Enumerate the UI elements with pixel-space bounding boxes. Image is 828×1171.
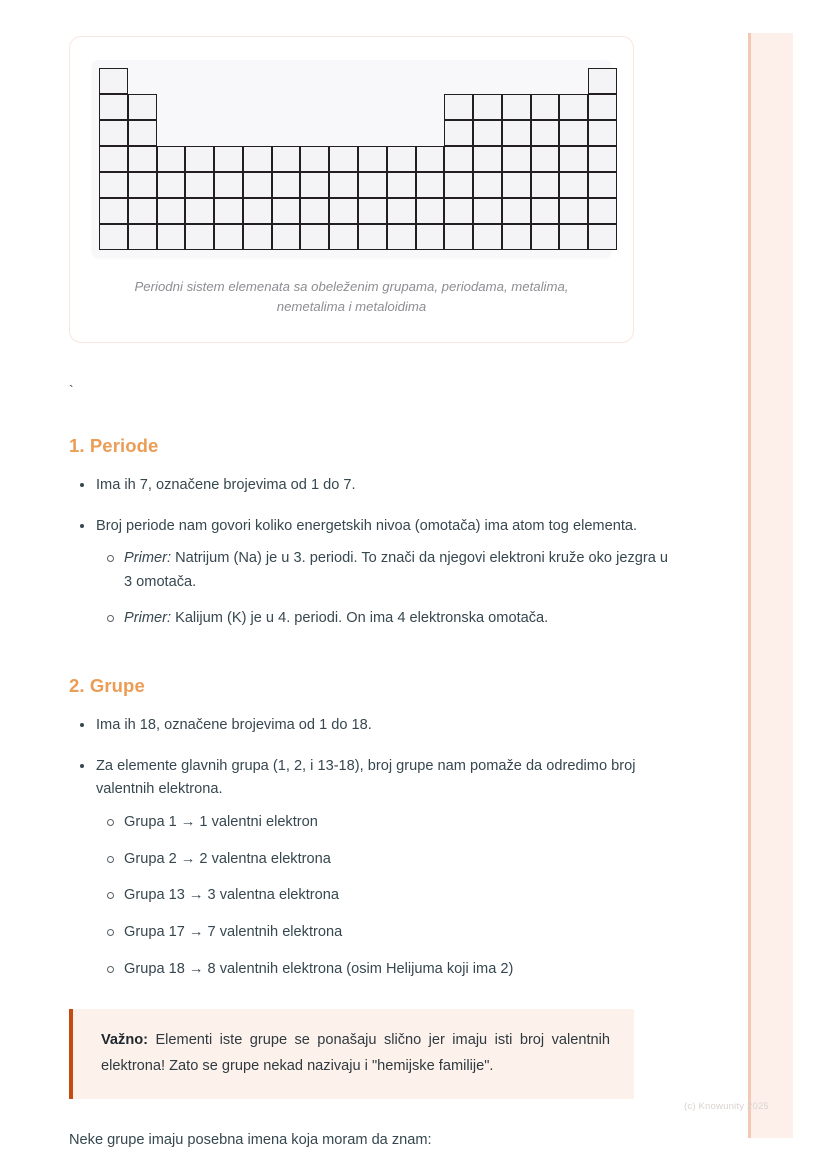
periodic-table-cell (272, 198, 301, 224)
periodic-table-frame (92, 60, 611, 257)
periodic-table-cell (559, 120, 588, 146)
periodic-table-cell (214, 146, 243, 172)
periodic-table-cell (329, 198, 358, 224)
periodic-table-cell (559, 146, 588, 172)
periodic-table-cell (99, 120, 128, 146)
periodic-table-cell (358, 146, 387, 172)
periodic-table-cell (444, 224, 473, 250)
periodic-table-cell (444, 146, 473, 172)
list-item (69, 515, 679, 632)
right-decorative-strip (748, 33, 793, 1138)
periodic-table-cell (588, 146, 617, 172)
list-item (69, 714, 679, 738)
periodic-table-cell (185, 172, 214, 198)
periodic-table-cell (128, 198, 157, 224)
periodic-table-cell (473, 172, 502, 198)
periodic-table-cell (531, 146, 560, 172)
periodic-table-cell (243, 224, 272, 250)
periodic-table-cell (416, 146, 445, 172)
periodic-table-cell (214, 224, 243, 250)
figure-card (69, 36, 634, 343)
periodic-table-cell (502, 94, 531, 120)
periodic-table-cell (531, 172, 560, 198)
periodic-table-cell (559, 224, 588, 250)
callout-label: Važno: (101, 1032, 149, 1049)
periodic-table-cell (588, 120, 617, 146)
periodic-table-cell (502, 172, 531, 198)
periodic-table-cell (502, 120, 531, 146)
periodic-table-cell (502, 198, 531, 224)
periodic-table-cell (128, 172, 157, 198)
periodic-table-cell (99, 68, 128, 94)
periodic-table-cell (387, 146, 416, 172)
grupe-list (69, 714, 679, 981)
periode-list (69, 474, 679, 631)
periodic-table-diagram (99, 68, 617, 250)
sub-list-item (96, 607, 679, 631)
periodic-table-cell (416, 198, 445, 224)
periodic-table-cell (387, 198, 416, 224)
sub-item-lead: Primer: (124, 550, 172, 567)
periodic-table-cell (358, 198, 387, 224)
periodic-table-cell (473, 94, 502, 120)
periodic-table-cell (444, 198, 473, 224)
periodic-table-cell (588, 94, 617, 120)
periodic-table-cell (128, 94, 157, 120)
periodic-table-cell (444, 94, 473, 120)
periodic-table-cell (157, 198, 186, 224)
periodic-table-cell (272, 172, 301, 198)
list-item-text: Za elemente glavnih grupa (1, 2, i 13-18), broj grupe nam pomaže da odredimo broj valentnih elektrona. (96, 757, 636, 798)
periodic-table-cell (444, 172, 473, 198)
callout-text: Elementi iste grupe se ponašaju slično jer imaju isti broj valentnih elektrona! Zato se grupe nekad nazivaju i "hemijske familije". (101, 1032, 610, 1075)
periodic-table-cell (99, 172, 128, 198)
periodic-table-cell (157, 172, 186, 198)
sub-list-item (96, 848, 679, 872)
periodic-table-cell (329, 172, 358, 198)
closing-line: Neke grupe imaju posebna imena koja moram da znam: (69, 1132, 432, 1149)
sub-list-item (96, 884, 679, 908)
periodic-table-cell (473, 198, 502, 224)
periodic-table-cell (300, 172, 329, 198)
list-item (69, 755, 679, 981)
periodic-table-cell (243, 198, 272, 224)
periodic-table-cell (416, 172, 445, 198)
stray-backtick: ` (69, 381, 74, 398)
periodic-table-cell (128, 146, 157, 172)
periodic-table-cell (329, 146, 358, 172)
periodic-table-cell (300, 224, 329, 250)
periodic-table-cell (559, 94, 588, 120)
periodic-table-cell (444, 120, 473, 146)
periodic-table-cell (387, 172, 416, 198)
section-heading-periode: 1. Periode (69, 434, 159, 456)
sub-list-item (96, 958, 679, 982)
periodic-table-cell (329, 224, 358, 250)
sub-item-text: Grupa 1 → 1 valentni elektron (124, 814, 318, 831)
periodic-table-cell (243, 146, 272, 172)
periodic-table-cell (185, 198, 214, 224)
figure-caption: Periodni sistem elemenata sa obeleženim grupama, periodama, metalima, nemetalima i metaloidima (134, 279, 569, 315)
periodic-table-cell (559, 172, 588, 198)
sub-item-lead: Primer: (124, 610, 172, 627)
watermark: (c) Knowunity 2025 (684, 1101, 769, 1112)
grupe-sublist (96, 811, 679, 981)
periodic-table-cell (358, 224, 387, 250)
periodic-table-cell (128, 224, 157, 250)
periodic-table-cell (272, 224, 301, 250)
sub-item-text: Grupa 13 → 3 valentna elektrona (124, 887, 339, 904)
important-callout (69, 1009, 634, 1099)
periodic-table-cell (473, 120, 502, 146)
periodic-table-cell (588, 68, 617, 94)
periodic-table-cell (185, 146, 214, 172)
periodic-table-cell (300, 198, 329, 224)
periode-sublist (96, 547, 679, 631)
right-strip-accent-line (748, 33, 751, 1138)
periodic-table-cell (559, 198, 588, 224)
sub-item-text: Grupa 17 → 7 valentnih elektrona (124, 923, 343, 940)
periodic-table-cell (243, 172, 272, 198)
list-item-text: Ima ih 7, označene brojevima od 1 do 7. (96, 476, 356, 493)
periodic-table-cell (214, 172, 243, 198)
periodic-table-cell (300, 146, 329, 172)
periodic-table-cell (157, 146, 186, 172)
list-item-text: Broj periode nam govori koliko energetskih nivoa (omotača) ima atom tog elementa. (96, 517, 638, 534)
periodic-table-cell (588, 224, 617, 250)
periodic-table-cell (185, 224, 214, 250)
periodic-table-cell (531, 198, 560, 224)
periodic-table-cell (214, 198, 243, 224)
section-heading-grupe: 2. Grupe (69, 675, 145, 697)
sub-item-text: Grupa 2 → 2 valentna elektrona (124, 850, 331, 867)
sub-item-text: Kalijum (K) je u 4. periodi. On ima 4 elektronska omotača. (171, 610, 549, 627)
list-item-text: Ima ih 18, označene brojevima od 1 do 18. (96, 717, 372, 734)
periodic-table-cell (502, 146, 531, 172)
periodic-table-cell (502, 224, 531, 250)
periodic-table-cell (99, 146, 128, 172)
periodic-table-cell (128, 120, 157, 146)
sub-list-item (96, 921, 679, 945)
sub-list-item (96, 811, 679, 835)
periodic-table-cell (99, 198, 128, 224)
list-item (69, 474, 679, 498)
periodic-table-cell (99, 94, 128, 120)
periodic-table-cell (473, 146, 502, 172)
periodic-table-cell (416, 224, 445, 250)
sub-item-text: Grupa 18 → 8 valentnih elektrona (osim Helijuma koji ima 2) (124, 960, 514, 977)
sub-item-text: Natrijum (Na) je u 3. periodi. To znači da njegovi elektroni kruže oko jezgra u 3 omotača. (124, 550, 669, 590)
periodic-table-cell (99, 224, 128, 250)
periodic-table-cell (588, 172, 617, 198)
sub-list-item (96, 547, 679, 594)
periodic-table-cell (387, 224, 416, 250)
periodic-table-cell (531, 94, 560, 120)
periodic-table-cell (588, 198, 617, 224)
periodic-table-cell (531, 224, 560, 250)
periodic-table-cell (531, 120, 560, 146)
periodic-table-cell (473, 224, 502, 250)
periodic-table-cell (272, 146, 301, 172)
periodic-table-cell (358, 172, 387, 198)
periodic-table-cell (157, 224, 186, 250)
